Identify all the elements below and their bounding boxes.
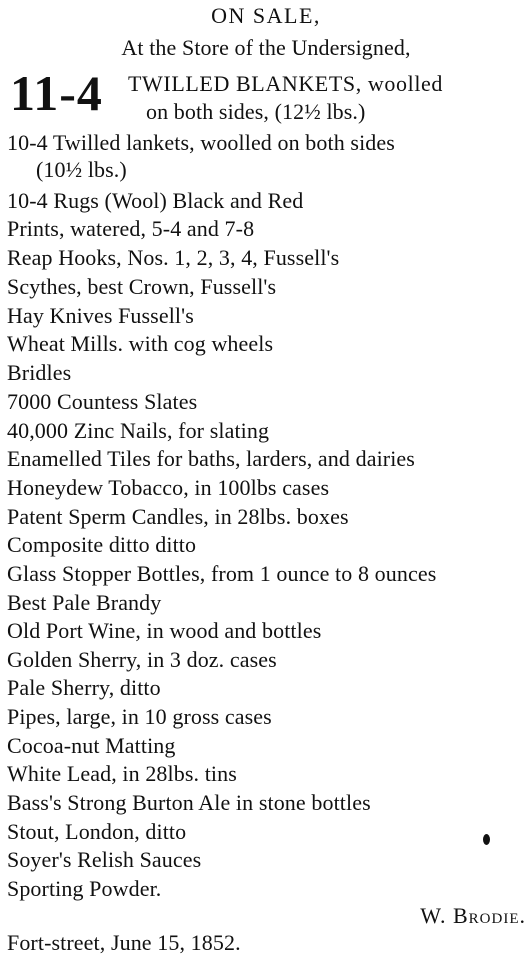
lead-size-number: 11-4 bbox=[10, 65, 103, 121]
ad-subheading: At the Store of the Undersigned, bbox=[121, 35, 411, 60]
list-item: Bass's Strong Burton Ale in stone bottles bbox=[7, 790, 371, 815]
list-item: Patent Sperm Candles, in 28lbs. boxes bbox=[7, 504, 349, 529]
list-item: Prints, watered, 5-4 and 7-8 bbox=[7, 216, 255, 241]
list-item: Hay Knives Fussell's bbox=[7, 303, 194, 328]
lead-item-line-2: on both sides, (12½ lbs.) bbox=[146, 99, 366, 124]
list-item: 40,000 Zinc Nails, for slating bbox=[7, 418, 270, 443]
list-item: Pale Sherry, ditto bbox=[7, 675, 161, 700]
list-item: Cocoa-nut Matting bbox=[7, 733, 176, 758]
list-item: 10-4 Rugs (Wool) Black and Red bbox=[7, 188, 304, 213]
lead-item-line-1: TWILLED BLANKETS, woolled bbox=[128, 71, 443, 96]
list-item: Golden Sherry, in 3 doz. cases bbox=[7, 647, 277, 672]
ink-speck bbox=[483, 834, 490, 845]
list-item: Composite ditto ditto bbox=[7, 532, 197, 557]
signature: W. Brodie. bbox=[420, 903, 526, 928]
list-item: Enamelled Tiles for baths, larders, and dairies bbox=[7, 446, 415, 471]
list-item: Honeydew Tobacco, in 100lbs cases bbox=[7, 475, 330, 500]
list-item: 7000 Countess Slates bbox=[7, 389, 198, 414]
list-item: (10½ lbs.) bbox=[36, 157, 127, 182]
list-item: Sporting Powder. bbox=[7, 876, 162, 901]
list-item: Glass Stopper Bottles, from 1 ounce to 8 ounces bbox=[7, 561, 437, 586]
list-item: Stout, London, ditto bbox=[7, 819, 187, 844]
ad-heading: ON SALE, bbox=[211, 3, 321, 28]
footer-date-line: Fort-street, June 15, 1852. bbox=[7, 930, 241, 955]
list-item: Bridles bbox=[7, 360, 72, 385]
list-item: Best Pale Brandy bbox=[7, 590, 162, 615]
list-item: Pipes, large, in 10 gross cases bbox=[7, 704, 272, 729]
list-item: Reap Hooks, Nos. 1, 2, 3, 4, Fussell's bbox=[7, 245, 340, 270]
list-item: Wheat Mills. with cog wheels bbox=[7, 331, 274, 356]
list-item: Old Port Wine, in wood and bottles bbox=[7, 618, 322, 643]
list-item: 10-4 Twilled lankets, woolled on both sides bbox=[7, 130, 395, 155]
list-item: Scythes, best Crown, Fussell's bbox=[7, 274, 277, 299]
list-item: Soyer's Relish Sauces bbox=[7, 847, 202, 872]
list-item: White Lead, in 28lbs. tins bbox=[7, 761, 237, 786]
